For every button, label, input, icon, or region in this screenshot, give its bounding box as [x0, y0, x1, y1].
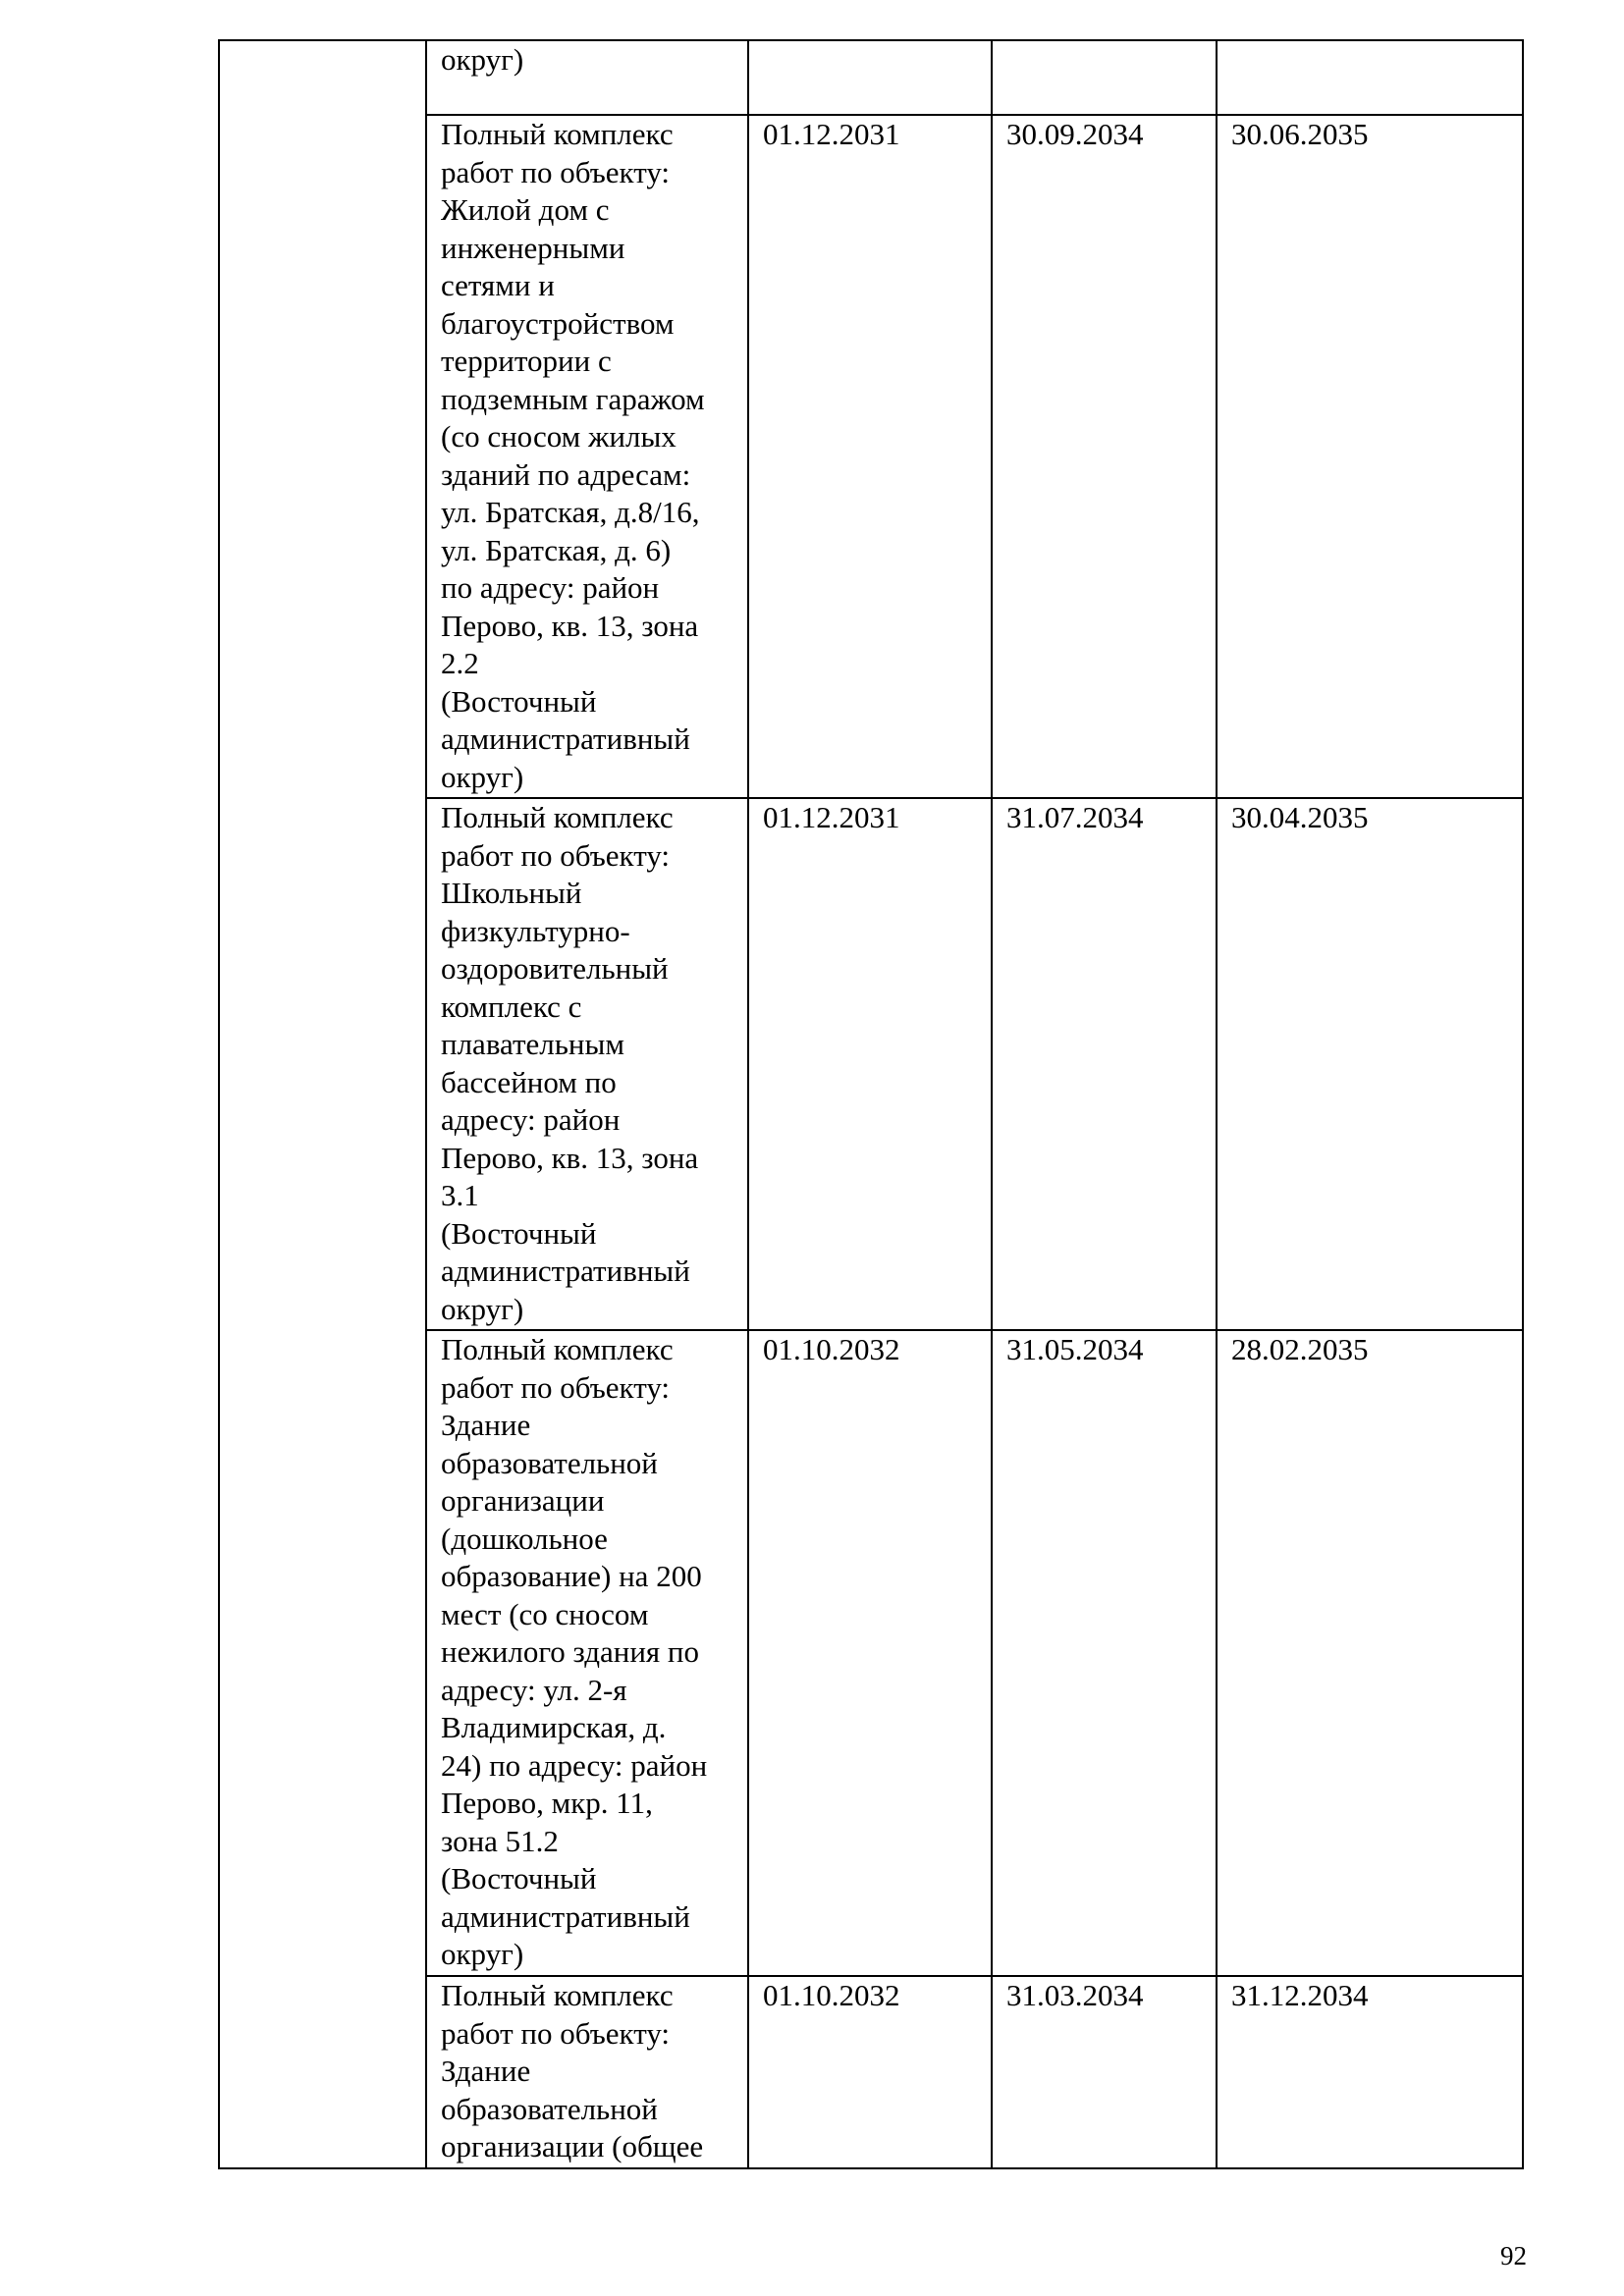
start-date-cell: 01.12.2031 — [748, 115, 992, 798]
start-date-cell — [748, 40, 992, 115]
start-date-cell: 01.10.2032 — [748, 1330, 992, 1976]
completion-date-cell: 31.03.2034 — [992, 1976, 1217, 2168]
commissioning-date-cell: 30.06.2035 — [1217, 115, 1523, 798]
commissioning-date-cell: 31.12.2034 — [1217, 1976, 1523, 2168]
commissioning-date-cell — [1217, 40, 1523, 115]
completion-date-cell: 30.09.2034 — [992, 115, 1217, 798]
completion-date-cell: 31.05.2034 — [992, 1330, 1217, 1976]
object-description-cell: Полный комплекс работ по объекту: Здание образовательной организации (общее — [426, 1976, 748, 2168]
page-number: 92 — [1500, 2241, 1527, 2270]
object-description-cell: округ) — [426, 40, 748, 115]
commissioning-date-cell: 30.04.2035 — [1217, 798, 1523, 1330]
start-date-cell: 01.12.2031 — [748, 798, 992, 1330]
program-cell — [219, 40, 426, 2168]
completion-date-cell — [992, 40, 1217, 115]
table-row — [219, 40, 1523, 115]
start-date-cell: 01.10.2032 — [748, 1976, 992, 2168]
object-description-cell: Полный комплекс работ по объекту: Жилой дом с инженерными сетями и благоустройством территории с подземным гаражом (со сносом жилых зданий по адресам: ул. Братская, д.8/16, ул. Братская, д. 6) по адресу: район Перово, кв. 13, зона 2.2 (Восточный административный округ) — [426, 115, 748, 798]
object-description-cell: Полный комплекс работ по объекту: Здание образовательной организации (дошкольное образование) на 200 мест (со сносом нежилого здания по адресу: ул. 2-я Владимирская, д. 24) по адресу: район Перово, мкр. 11, зона 51.2 (Восточный административный округ) — [426, 1330, 748, 1976]
schedule-table — [218, 39, 1524, 2169]
object-description-cell: Полный комплекс работ по объекту: Школьный физкультурно- оздоровительный комплекс с плавательным бассейном по адресу: район Перово, кв. 13, зона 3.1 (Восточный административный округ) — [426, 798, 748, 1330]
commissioning-date-cell: 28.02.2035 — [1217, 1330, 1523, 1976]
completion-date-cell: 31.07.2034 — [992, 798, 1217, 1330]
schedule-table-container — [218, 39, 1522, 2169]
